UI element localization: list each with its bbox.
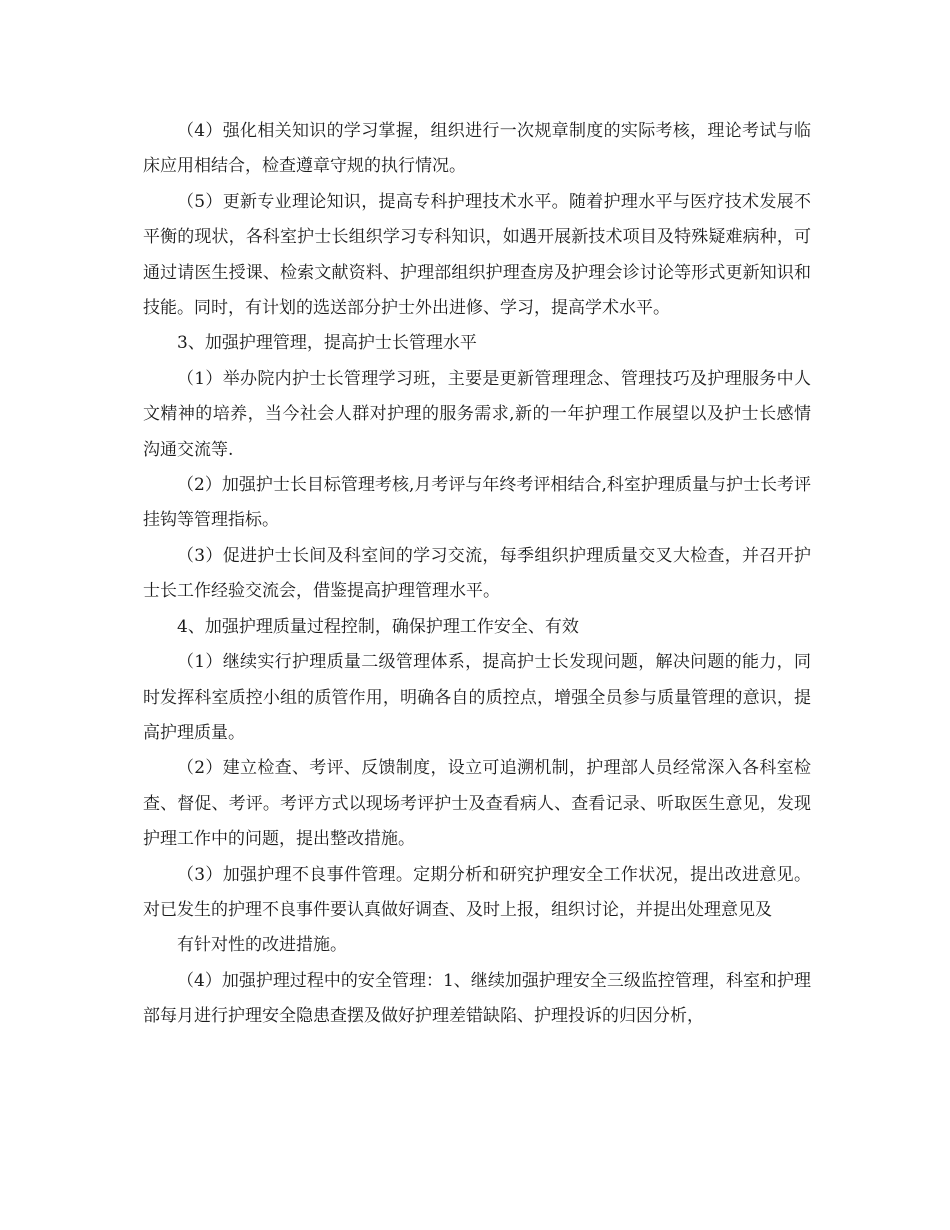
- paragraph-3-continuation: 有针对性的改进措施。: [177, 935, 347, 956]
- paragraph-4-safety-management: （4）加强护理过程中的安全管理：1、继续加强护理安全三级监控管理，科室和护理部每月进行护理安全隐患查摆及做好护理差错缺陷、护理投诉的归因分析，: [143, 970, 811, 1027]
- document-body: [143, 114, 811, 1035]
- paragraph-2-target-management: （2）加强护士长目标管理考核,月考评与年终考评相结合,科室护理质量与护士长考评挂钩等管理指标。: [143, 475, 811, 531]
- paragraph-4-knowledge-assessment: （4）强化相关知识的学习掌握，组织进行一次规章制度的实际考核，理论考试与临床应用相结合，检查遵章守规的执行情况。: [143, 121, 811, 177]
- paragraph-2-inspection-feedback: （2）建立检查、考评、反馈制度，设立可追溯机制，护理部人员经常深入各科室检查、督促、考评。考评方式以现场考评护士及查看病人、查看记录、听取医生意见，发现护理工作中的问题，提出整改措施。: [143, 758, 811, 850]
- paragraph-1-head-nurse-training: （1）举办院内护士长管理学习班，主要是更新管理理念、管理技巧及护理服务中人文精神的培养，当今社会人群对护理的服务需求,新的一年护理工作展望以及护士长感情沟通交流等.: [143, 368, 811, 460]
- heading-4-quality-control: 4、加强护理质量过程控制，确保护理工作安全、有效: [177, 616, 579, 637]
- paragraph-1-two-level-system: （1）继续实行护理质量二级管理体系，提高护士长发现问题，解决问题的能力，同时发挥科室质控小组的质管作用，明确各自的质控点，增强全员参与质量管理的意识，提高护理质量。: [143, 652, 811, 743]
- paragraph-3-exchange: （3）促进护士长间及科室间的学习交流，每季组织护理质量交叉大检查，并召开护士长工作经验交流会，借鉴提高护理管理水平。: [143, 545, 811, 602]
- paragraph-3-adverse-events: （3）加强护理不良事件管理。定期分析和研究护理安全工作状况，提出改进意见。对已发生的护理不良事件要认真做好调查、及时上报，组织讨论，并提出处理意见及: [143, 864, 811, 920]
- heading-3-strengthen-management: 3、加强护理管理，提高护士长管理水平: [177, 333, 477, 354]
- paragraph-5-update-theory: （5）更新专业理论知识，提高专科护理技术水平。随着护理水平与医疗技术发展不平衡的现状，各科室护士长组织学习专科知识，如遇开展新技术项目及特殊疑难病种，可通过请医生授课、检索文献资料、护理部组织护理查房及护理会诊讨论等形式更新知识和技能。同时，有计划的选送部分护士外出进修、学习，提高学术水平。: [143, 191, 811, 319]
